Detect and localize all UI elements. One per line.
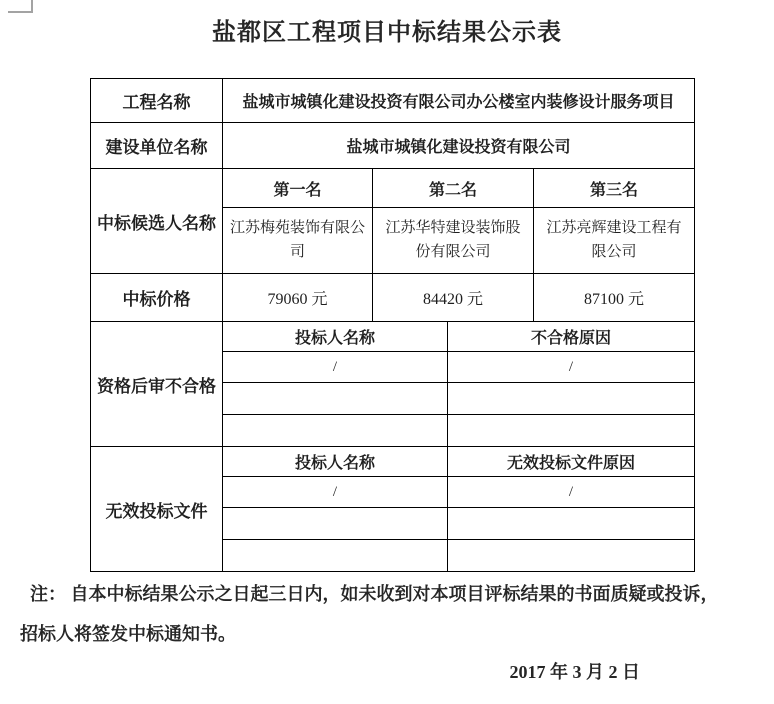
- invalid-reason-3: [448, 540, 695, 572]
- unqualified-reason-2: [448, 383, 695, 415]
- rank-2-header: 第二名: [373, 169, 534, 208]
- table-row: [91, 322, 695, 352]
- candidate-3-name: 江苏亮辉建设工程有限公司: [534, 208, 695, 274]
- footer-note-line1: 注： 自本中标结果公示之日起三日内，如未收到对本项目评标结果的书面质疑或投诉，: [30, 584, 719, 604]
- invalid-label: 无效投标文件: [91, 447, 223, 572]
- footer-note: [20, 574, 756, 654]
- invalid-bidder-header: 投标人名称: [223, 447, 448, 477]
- unqualified-label: 资格后审不合格: [91, 322, 223, 447]
- invalid-bidder-2: [223, 508, 448, 540]
- table-row: [91, 169, 695, 208]
- owner-label: 建设单位名称: [91, 123, 223, 169]
- rank-1-header: 第一名: [223, 169, 373, 208]
- table-row: [91, 123, 695, 169]
- unqualified-reason-header: 不合格原因: [448, 322, 695, 352]
- candidate-1-name: 江苏梅苑装饰有限公司: [223, 208, 373, 274]
- unqualified-bidder-1: /: [223, 352, 448, 383]
- owner-value: 盐城市城镇化建设投资有限公司: [223, 123, 695, 169]
- unqualified-bidder-header: 投标人名称: [223, 322, 448, 352]
- candidate-2-name: 江苏华特建设装饰股份有限公司: [373, 208, 534, 274]
- invalid-reason-2: [448, 508, 695, 540]
- invalid-bidder-1: /: [223, 477, 448, 508]
- document-date: 2017 年 3 月 2 日: [509, 662, 640, 682]
- candidates-label: 中标候选人名称: [91, 169, 223, 274]
- project-name-label: 工程名称: [91, 79, 223, 123]
- unqualified-reason-3: [448, 415, 695, 447]
- price-3-value: 87100 元: [534, 274, 695, 322]
- price-1-value: 79060 元: [223, 274, 373, 322]
- table-row: [91, 274, 695, 322]
- bid-result-table: [90, 78, 695, 572]
- table-row: [91, 447, 695, 477]
- project-name-value: 盐城市城镇化建设投资有限公司办公楼室内装修设计服务项目: [223, 79, 695, 123]
- unqualified-bidder-2: [223, 383, 448, 415]
- invalid-reason-header: 无效投标文件原因: [448, 447, 695, 477]
- unqualified-reason-1: /: [448, 352, 695, 383]
- invalid-bidder-3: [223, 540, 448, 572]
- page-title: 盐都区工程项目中标结果公示表: [212, 19, 562, 46]
- price-2-value: 84420 元: [373, 274, 534, 322]
- price-label: 中标价格: [91, 274, 223, 322]
- rank-3-header: 第三名: [534, 169, 695, 208]
- footer-note-line2: 招标人将签发中标通知书。: [20, 624, 236, 644]
- unqualified-bidder-3: [223, 415, 448, 447]
- invalid-reason-1: /: [448, 477, 695, 508]
- table-row: [91, 79, 695, 123]
